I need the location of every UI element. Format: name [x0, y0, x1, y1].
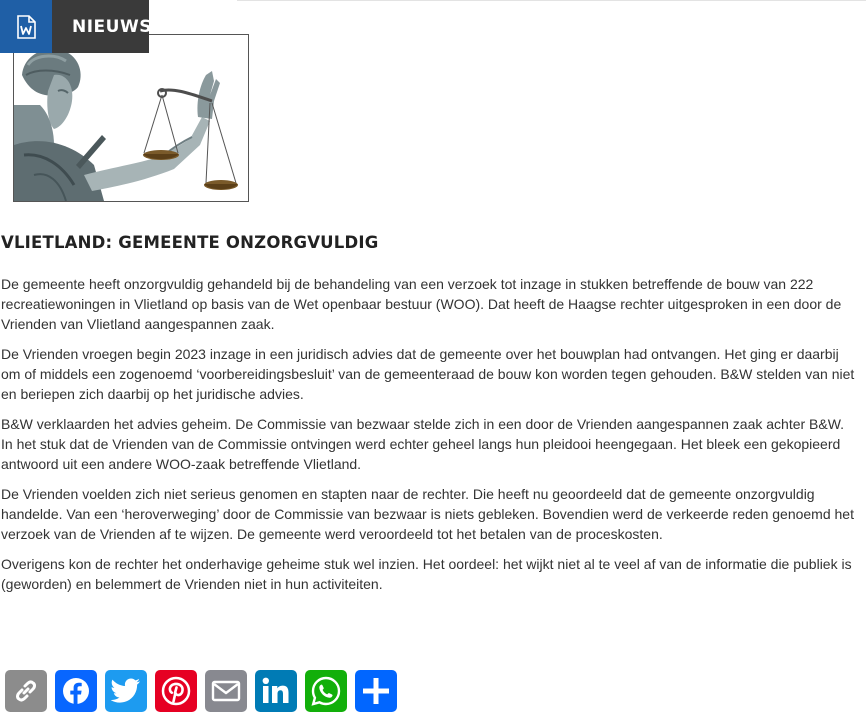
facebook-icon — [61, 676, 91, 706]
whatsapp-icon — [310, 675, 342, 707]
twitter-share-button[interactable] — [105, 670, 147, 712]
facebook-share-button[interactable] — [55, 670, 97, 712]
section-badge-label: NIEUWS — [52, 0, 149, 53]
email-icon — [211, 679, 241, 703]
document-w-icon — [0, 0, 52, 53]
article-body — [1, 274, 859, 604]
pinterest-share-button[interactable] — [155, 670, 197, 712]
plus-share-icon — [361, 676, 391, 706]
article-paragraph: De Vrienden voelden zich niet serieus genomen en stapten naar de rechter. Die heeft nu geoordeeld dat de gemeente onzorgvuldig handelde. Van een ‘heroverweging’ door de Commissie van bezwaar is niets gebleken. Bovendien werd de verkeerde reden genoemd het verzoek van de Vrienden af te wijzen. De gemeente werd veroordeeld tot het betalen van de proceskosten. — [1, 486, 854, 542]
top-divider — [237, 0, 866, 1]
email-share-button[interactable] — [205, 670, 247, 712]
article-paragraph: De gemeente heeft onzorgvuldig gehandeld bij de behandeling van een verzoek tot inzage in stukken betreffende de bouw van 222 recreatiewoningen in Vlietland op basis van de Wet openbaar bestuur (WOO). Dat heeft de Haagse rechter uitgesproken in een door de Vrienden van Vlietland aangespannen zaak. — [1, 276, 842, 332]
copy-link-button[interactable] — [5, 670, 47, 712]
share-button[interactable] — [355, 670, 397, 712]
linkedin-share-button[interactable] — [255, 670, 297, 712]
article-paragraph: De Vrienden vroegen begin 2023 inzage in een juridisch advies dat de gemeente over het bouwplan had ontvangen. Het ging er daarbij om of middels een zogenoemd ‘voorbereidingsbesluit’ van de gemeenteraad de bouw kon worden tegen gehouden. B&W stelden van niet en beriepen zich daarbij op het juridische advies. — [1, 346, 855, 402]
article-image — [13, 34, 249, 202]
article-paragraph: Overigens kon de rechter het onderhavige geheime stuk wel inzien. Het oordeel: het wijkt niet al te veel af van de informatie die publiek is (geworden) en belemmert de Vrienden niet in hun activiteiten. — [1, 556, 852, 592]
share-buttons — [5, 670, 405, 712]
whatsapp-share-button[interactable] — [305, 670, 347, 712]
link-icon — [12, 677, 40, 705]
twitter-icon — [111, 678, 141, 704]
section-badge[interactable] — [0, 0, 152, 53]
article-title: VLIETLAND: GEMEENTE ONZORGVULDIG — [1, 233, 379, 252]
pinterest-icon — [161, 676, 191, 706]
linkedin-icon — [261, 677, 291, 705]
article-paragraph: B&W verklaarden het advies geheim. De Commissie van bezwaar stelde zich in een door de Vrienden aangespannen zaak achter B&W. In het stuk dat de Vrienden van de Commissie ontvingen werd echter geheel langs hun pleidooi heengegaan. Het bleek een gekopieerd antwoord uit een andere WOO-zaak betreffende Vlietland. — [1, 416, 845, 472]
